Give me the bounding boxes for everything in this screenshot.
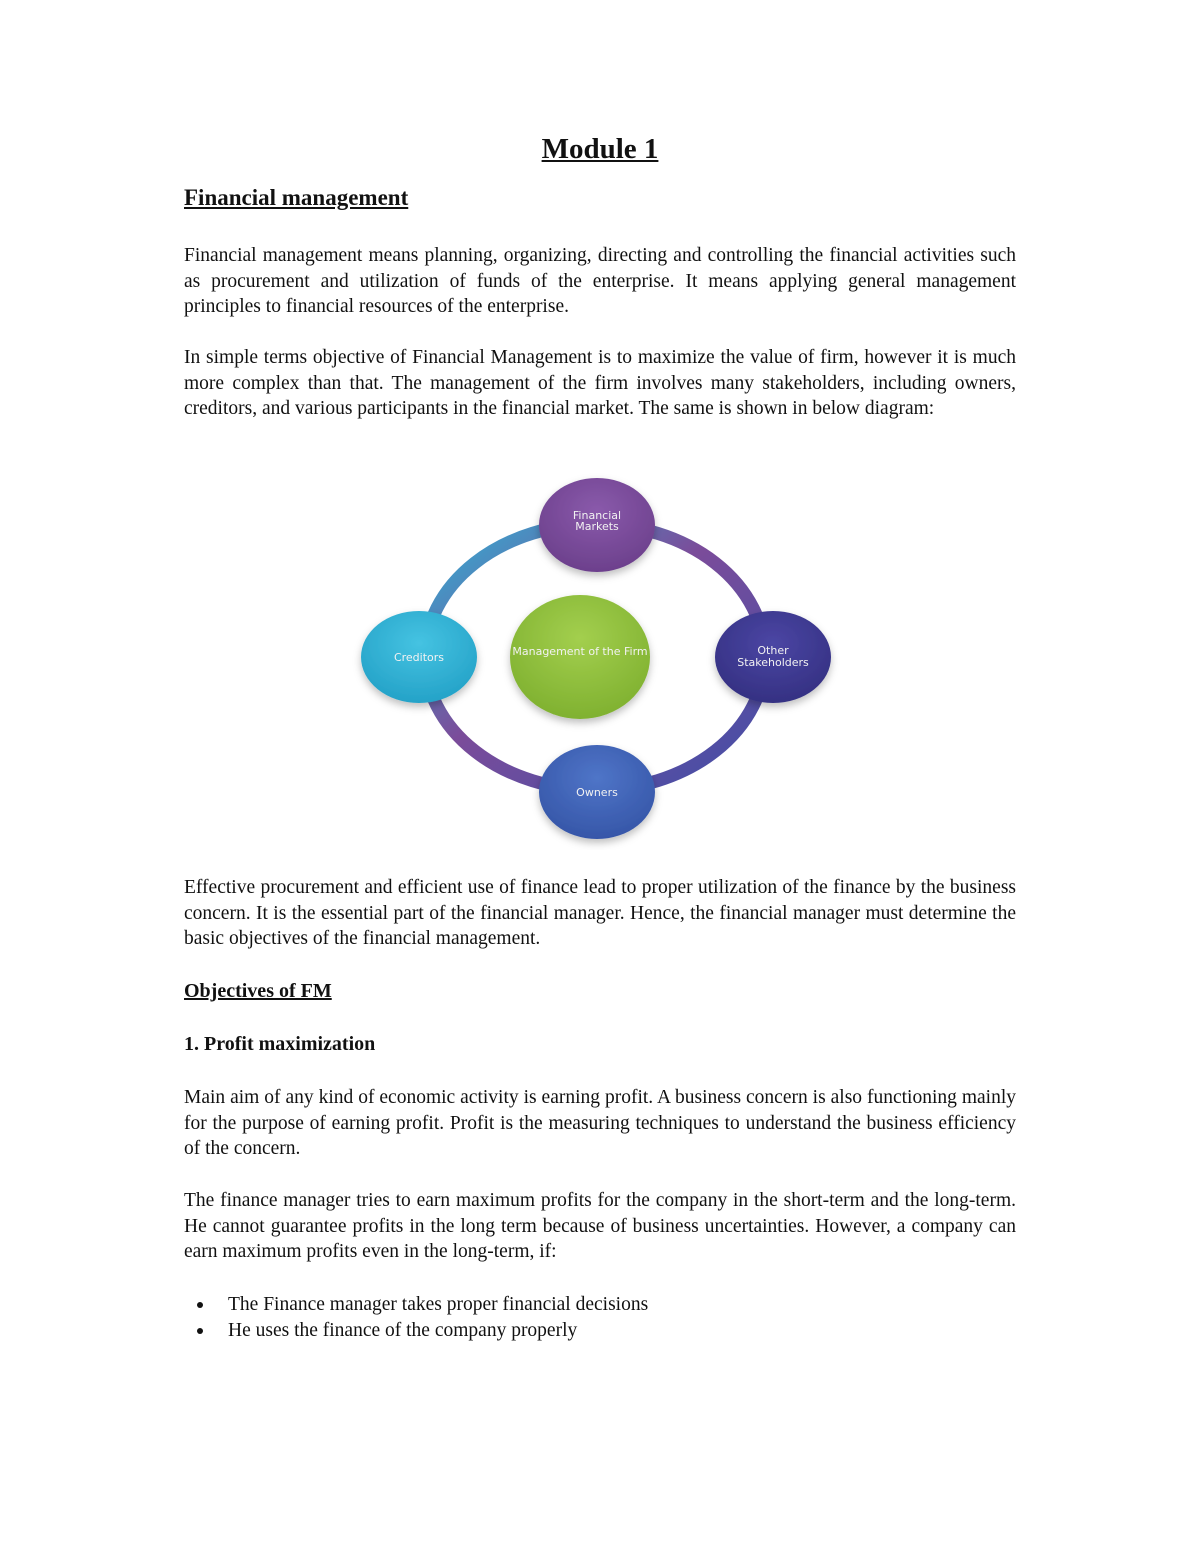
stakeholder-diagram-svg [340,470,860,850]
bullet-icon [197,1328,203,1334]
node-financial-markets [539,478,655,572]
node-owners-label: Owners [576,786,618,799]
node-creditors-label: Creditors [393,651,445,664]
bullet-icon [197,1302,203,1308]
node-financial-markets-label-2: Markets [575,520,619,533]
node-financial-markets-label-1: Financial [572,509,622,522]
list-item-text: He uses the finance of the company properly [228,1319,578,1341]
paragraph-objective: In simple terms objective of Financial Management is to maximize the value of firm, however it is much more complex than that. The management of the firm involves many stakeholders, including owners, creditors, and various participants in the financial market. The same is shown in below diagram: [184,347,1016,420]
conditions-list [184,1292,1016,1343]
node-owners [539,745,655,839]
page-title: Module 1 [541,133,659,165]
paragraph-definition: Financial management means planning, organizing, directing and controlling the financial activities such as procurement and utilization of funds of the enterprise. It means applying general management principles to financial resources of the enterprise. [184,245,1016,318]
paragraph-finance-manager: The finance manager tries to earn maximum profits for the company in the short-term and the long-term. He cannot guarantee profits in the long term because of business uncertainties. However, a company can earn maximum profits even in the long-term, if: [184,1190,1016,1263]
list-item-text: The Finance manager takes proper financial decisions [228,1294,649,1315]
node-center [510,595,650,719]
paragraph-procurement: Effective procurement and efficient use of finance lead to proper utilization of the finance by the business concern. It is the essential part of the financial manager. Hence, the financial manager must determine the basic objectives of the financial management. [184,877,1016,950]
stakeholder-diagram [340,470,860,850]
node-other-stakeholders-label-2: Stakeholders [737,656,809,669]
node-center-label: Management of the Firm [512,645,648,658]
paragraph-profit-aim: Main aim of any kind of economic activity is earning profit. A business concern is also functioning mainly for the purpose of earning profit. Profit is the measuring techniques to understand the business efficiency of the concern. [184,1087,1016,1160]
list-item [184,1318,1016,1344]
node-other-stakeholders-label-1: Other [757,644,789,657]
objectives-heading: Objectives of FM [184,980,332,1002]
node-other-stakeholders [715,611,831,703]
section-heading: Financial management [184,185,409,210]
list-item [184,1292,1016,1318]
profit-maximization-heading: 1. Profit maximization [184,1033,376,1055]
node-creditors [361,611,477,703]
